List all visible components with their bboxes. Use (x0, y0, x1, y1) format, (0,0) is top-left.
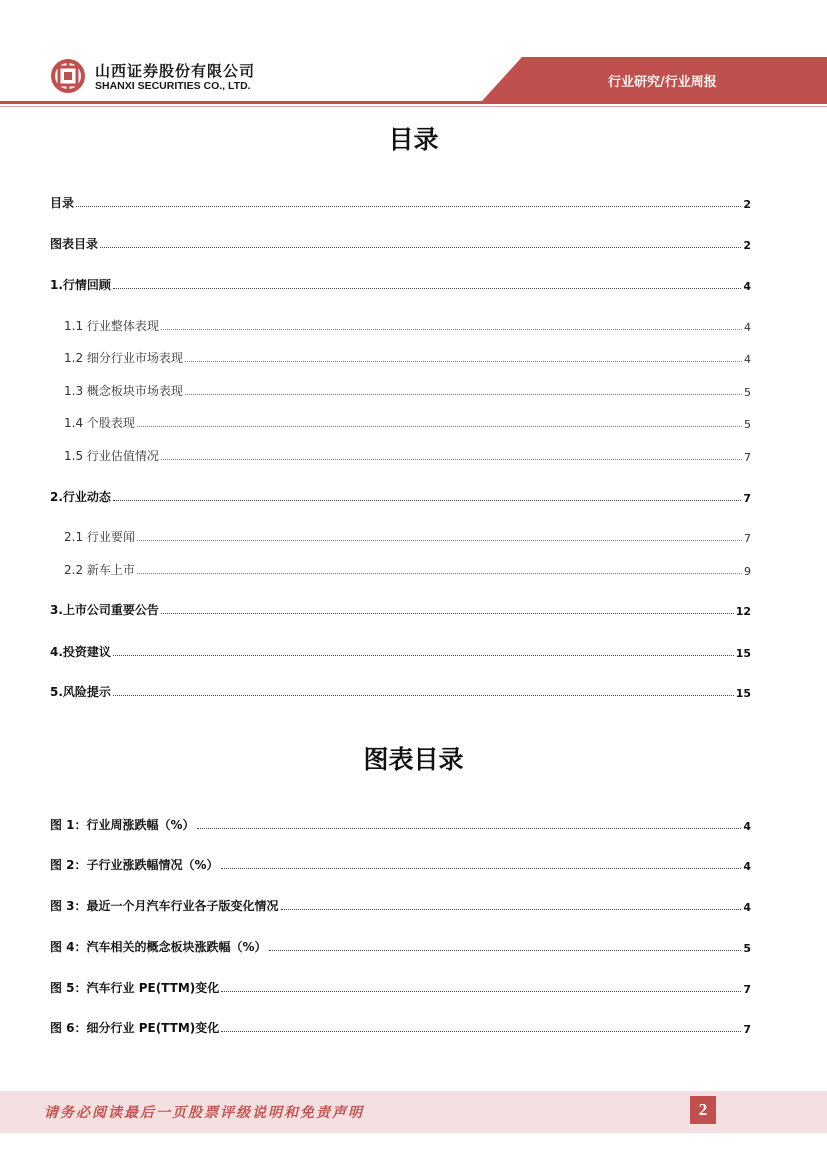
entry-page-number: 7 (744, 451, 751, 464)
dot-leader (161, 458, 742, 460)
entry-label: 图 2：子行业涨跌幅情况（%） (50, 858, 219, 872)
entry-page-number: 5 (743, 942, 751, 955)
toc-entry[interactable] (64, 560, 751, 578)
entry-page-number: 2 (743, 239, 751, 252)
company-name-cn: 山西证券股份有限公司 (95, 62, 256, 80)
dot-leader (161, 328, 742, 330)
dot-leader (197, 827, 742, 829)
entry-label: 1.5 行业估值情况 (64, 449, 159, 463)
toc-entry[interactable] (50, 234, 751, 252)
entry-page-number: 4 (743, 860, 751, 873)
entry-label: 图 3：最近一个月汽车行业各子版变化情况 (50, 899, 279, 913)
entry-page-number: 5 (744, 386, 751, 399)
page-header (0, 0, 827, 112)
entry-page-number: 9 (744, 565, 751, 578)
figure-entry[interactable] (50, 978, 751, 996)
toc-entry[interactable] (64, 348, 751, 366)
toc-entry[interactable] (64, 413, 751, 431)
entry-page-number: 7 (743, 492, 751, 505)
entry-label: 1.3 概念板块市场表现 (64, 384, 183, 398)
entry-page-number: 4 (743, 820, 751, 833)
dot-leader (281, 908, 742, 910)
entry-page-number: 7 (744, 532, 751, 545)
entry-label: 目录 (50, 196, 75, 210)
dot-leader (100, 246, 741, 248)
entry-label: 1.行情回顾 (50, 278, 111, 292)
entry-page-number: 4 (743, 280, 751, 293)
entry-label: 图 4：汽车相关的概念板块涨跌幅（%） (50, 940, 267, 954)
entry-label: 图表目录 (50, 237, 99, 251)
entry-page-number: 4 (743, 901, 751, 914)
figure-entry[interactable] (50, 855, 751, 873)
dot-leader (113, 499, 741, 501)
toc-entry[interactable] (64, 316, 751, 334)
dot-leader (113, 694, 734, 696)
entry-page-number: 5 (744, 418, 751, 431)
dot-leader (185, 393, 742, 395)
entry-label: 1.4 个股表现 (64, 416, 135, 430)
dot-leader (221, 990, 741, 992)
dot-leader (221, 867, 742, 869)
figure-entry[interactable] (50, 1018, 751, 1036)
entry-label: 1.1 行业整体表现 (64, 319, 159, 333)
toc-entry[interactable] (50, 275, 751, 293)
dot-leader (137, 539, 742, 541)
dot-leader (137, 572, 742, 574)
dot-leader (161, 612, 734, 614)
toc-entry[interactable] (50, 193, 751, 211)
entry-page-number: 2 (743, 198, 751, 211)
header-divider-thin (0, 106, 827, 107)
toc-entry[interactable] (50, 682, 751, 700)
toc-entry[interactable] (50, 642, 751, 660)
entry-page-number: 4 (744, 353, 751, 366)
figures-title: 图表目录 (363, 745, 464, 774)
shanxi-securities-logo-icon (50, 58, 86, 94)
entry-page-number: 4 (744, 321, 751, 334)
dot-leader (185, 360, 742, 362)
entry-label: 2.行业动态 (50, 490, 111, 504)
report-category: 行业研究/行业周报 (608, 75, 717, 90)
entry-label: 2.2 新车上市 (64, 563, 135, 577)
dot-leader (269, 949, 742, 951)
entry-page-number: 15 (735, 687, 751, 700)
toc-entry[interactable] (64, 527, 751, 545)
toc-entry[interactable] (50, 600, 751, 618)
dot-leader (113, 654, 734, 656)
figure-entry[interactable] (50, 896, 751, 914)
dot-leader (221, 1030, 741, 1032)
figure-entry[interactable] (50, 815, 751, 833)
dot-leader (137, 425, 742, 427)
page-number: 2 (690, 1096, 716, 1124)
footer-disclaimer: 请务必阅读最后一页股票评级说明和免责声明 (44, 1105, 364, 1121)
toc-entry[interactable] (64, 446, 751, 464)
dot-leader (76, 205, 741, 207)
figure-entry[interactable] (50, 937, 751, 955)
entry-label: 5.风险提示 (50, 685, 111, 699)
entry-label: 3.上市公司重要公告 (50, 603, 159, 617)
toc-entry[interactable] (50, 487, 751, 505)
entry-label: 2.1 行业要闻 (64, 530, 135, 544)
header-divider (0, 101, 827, 104)
entry-page-number: 15 (735, 647, 751, 660)
entry-label: 图 6：细分行业 PE(TTM)变化 (50, 1021, 220, 1035)
dot-leader (113, 287, 741, 289)
entry-label: 图 1：行业周涨跌幅（%） (50, 818, 195, 832)
entry-label: 1.2 细分行业市场表现 (64, 351, 183, 365)
company-name-en: SHANXI SECURITIES CO., LTD. (95, 80, 251, 92)
toc-title: 目录 (388, 125, 439, 154)
toc-entry[interactable] (64, 381, 751, 399)
entry-page-number: 7 (743, 1023, 751, 1036)
entry-label: 图 5：汽车行业 PE(TTM)变化 (50, 981, 220, 995)
entry-label: 4.投资建议 (50, 645, 111, 659)
entry-page-number: 7 (743, 983, 751, 996)
entry-page-number: 12 (735, 605, 751, 618)
